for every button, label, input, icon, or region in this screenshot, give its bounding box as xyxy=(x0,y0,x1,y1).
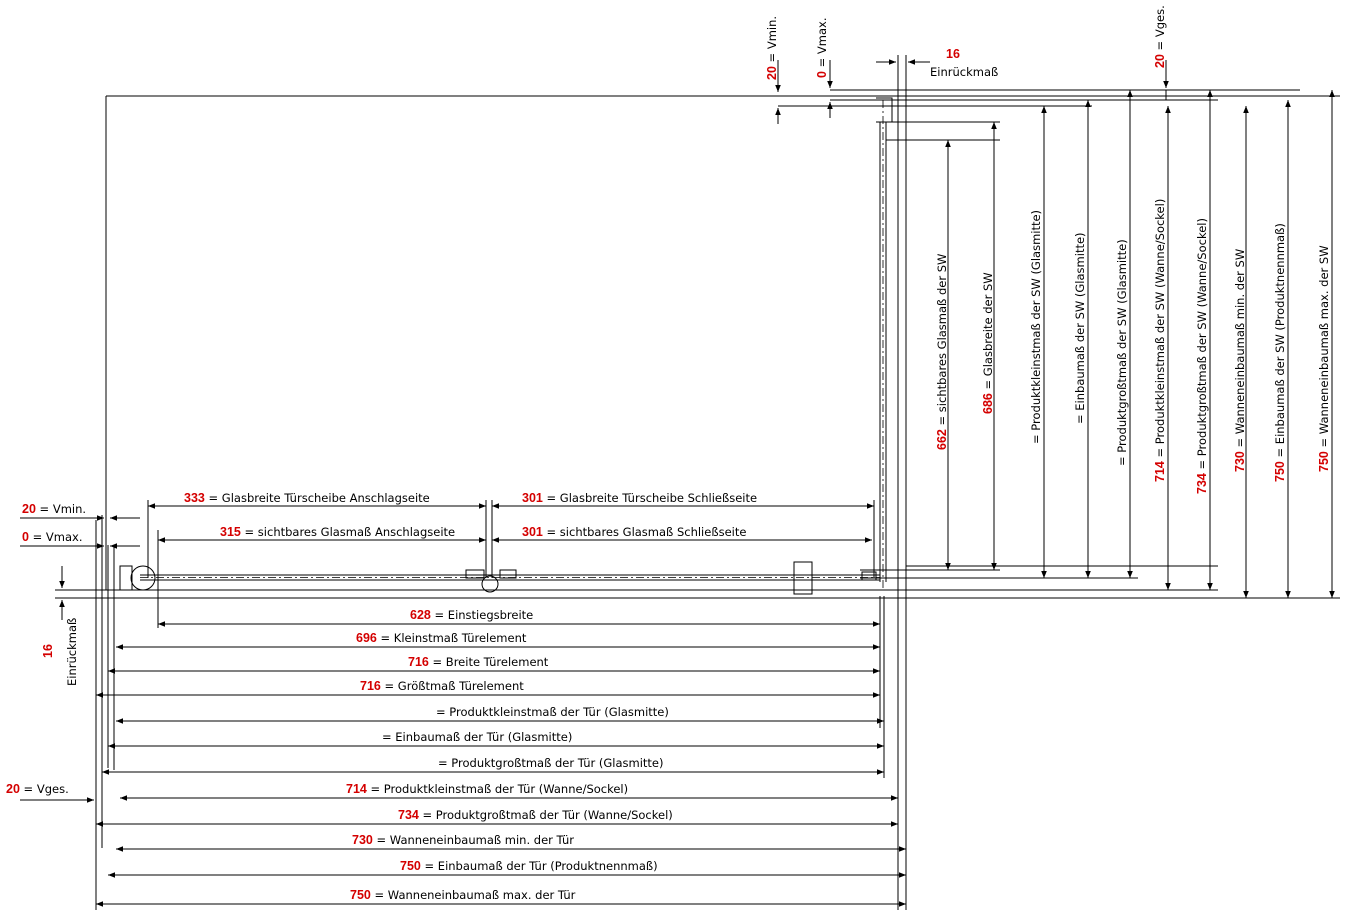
glass-dim-label xyxy=(184,491,430,505)
svg-text:20 = Vmin. xyxy=(765,16,779,80)
vertical-dim-label xyxy=(1029,210,1043,444)
svg-text:= Einbaumaß der SW (Glasmitte) xyxy=(1073,232,1087,424)
vertical-dim-text: = Produktgroßtmaß der SW (Glasmitte) xyxy=(1115,239,1129,466)
left-einrueck-value: 16 xyxy=(41,644,55,658)
vertical-dim-text: = Produktgroßtmaß der SW (Wanne/Sockel) xyxy=(1195,218,1209,474)
horizontal-dim-value: 716 xyxy=(360,679,381,693)
horizontal-dim-value: 750 xyxy=(350,888,371,902)
top-vges-label xyxy=(1153,5,1167,68)
horizontal-dim-text: = Produktkleinstmaß der Tür (Wanne/Sockel) xyxy=(366,782,629,796)
left-einrueck-text-group xyxy=(65,618,79,686)
vertical-dim-label xyxy=(935,254,949,450)
horizontal-dim-label xyxy=(398,808,673,822)
vertical-dim-label xyxy=(1073,232,1087,424)
door-glass-element xyxy=(120,500,880,594)
left-vmax-value: 0 xyxy=(22,530,29,544)
vertical-dim-label xyxy=(1153,199,1167,482)
glass-dim-text: = sichtbares Glasmaß Anschlagseite xyxy=(240,525,456,539)
vertical-dim-label xyxy=(1273,223,1287,482)
left-einrueck-value-group xyxy=(41,644,55,658)
glass-dim-label xyxy=(220,525,455,539)
vertical-dim-text: = Produktkleinstmaß der SW (Glasmitte) xyxy=(1029,209,1043,444)
top-vges-value: 20 xyxy=(1153,54,1167,68)
vertical-dim-label xyxy=(1195,218,1209,494)
svg-text:686 = Glasbreite der SW xyxy=(981,272,995,414)
horizontal-dim-value: 734 xyxy=(398,808,419,822)
horizontal-dim-label xyxy=(438,756,664,770)
vertical-dim-text: = Produktkleinstmaß der SW (Wanne/Sockel) xyxy=(1153,198,1167,462)
top-einrueck-text: Einrückmaß xyxy=(930,65,999,79)
left-vges-label xyxy=(6,782,69,796)
vertical-dim-value: 730 xyxy=(1233,451,1247,472)
horizontal-dim-text: = Produktgroßtmaß der Tür (Wanne/Sockel) xyxy=(418,808,673,822)
vertical-dim-value: 686 xyxy=(981,393,995,414)
svg-text:714 = Produktkleinstmaß der SW xyxy=(1153,199,1167,482)
vertical-dim-text: = Glasbreite der SW xyxy=(981,272,995,394)
left-vmin-label xyxy=(22,502,86,516)
vertical-dim-label xyxy=(981,272,995,414)
horizontal-dim-value: 730 xyxy=(352,833,373,847)
horizontal-dim-text: = Einbaumaß der Tür (Produktnennmaß) xyxy=(420,859,658,873)
horizontal-dim-text: = Wanneneinbaumaß max. der Tür xyxy=(370,888,576,902)
horizontal-dim-label xyxy=(350,888,576,902)
glass-dim-text: = Glasbreite Türscheibe Schließseite xyxy=(542,491,758,505)
svg-text:= Produktgroßtmaß der SW (Glas xyxy=(1115,239,1129,466)
svg-text:0 = Vmax. xyxy=(815,18,829,78)
left-einrueck-text: Einrückmaß xyxy=(65,617,79,686)
horizontal-dim-value: 628 xyxy=(410,608,431,622)
horizontal-dim-label xyxy=(352,833,574,847)
glass-dim-value: 301 xyxy=(522,491,543,505)
top-vmax-text: = Vmax. xyxy=(815,17,829,72)
vertical-dim-value: 662 xyxy=(935,429,949,450)
horizontal-dim-label xyxy=(408,655,549,669)
top-vmin-label xyxy=(765,16,779,80)
glass-dim-label xyxy=(522,491,757,505)
horizontal-dim-value: 696 xyxy=(356,631,377,645)
svg-text:750 = Wanneneinbaumaß max. der xyxy=(1317,245,1331,472)
svg-text:734 = Produktgroßtmaß der SW ( xyxy=(1195,218,1209,494)
left-vmax-text: = Vmax. xyxy=(28,530,83,544)
horizontal-dim-label xyxy=(356,631,527,645)
horizontal-dim-label xyxy=(382,730,572,744)
glass-dim-value: 315 xyxy=(220,525,241,539)
vertical-dim-value: 734 xyxy=(1195,473,1209,494)
left-vmin-text: = Vmin. xyxy=(35,502,87,516)
vertical-dim-text: = Einbaumaß der SW (Produktnennmaß) xyxy=(1273,223,1287,462)
top-vmax-value: 0 xyxy=(815,71,829,78)
glass-dim-value: 301 xyxy=(522,525,543,539)
horizontal-dim-text: = Breite Türelement xyxy=(428,655,549,669)
enclosure-outline xyxy=(55,55,1340,910)
left-vges-value: 20 xyxy=(6,782,20,796)
vertical-dim-label xyxy=(1115,239,1129,466)
horizontal-dim-label xyxy=(400,859,658,873)
top-vmin-text: = Vmin. xyxy=(765,15,779,67)
horizontal-dim-label xyxy=(436,705,669,719)
vertical-dim-text: = sichtbares Glasmaß der SW xyxy=(935,253,949,430)
horizontal-dim-text: = Einstiegsbreite xyxy=(430,608,534,622)
svg-text:662 = sichtbares Glasmaß der S xyxy=(935,254,949,450)
svg-text:= Produktkleinstmaß der SW (Gl xyxy=(1029,210,1043,444)
vertical-dim-value: 750 xyxy=(1317,451,1331,472)
horizontal-dim-text: = Produktgroßtmaß der Tür (Glasmitte) xyxy=(438,756,664,770)
hinge-icon xyxy=(131,566,155,590)
vertical-dim-text: = Wanneneinbaumaß min. der SW xyxy=(1233,248,1247,452)
top-einrueck-value: 16 xyxy=(946,47,960,61)
horizontal-dim-value: 714 xyxy=(346,782,367,796)
vertical-dim-value: 714 xyxy=(1153,461,1167,482)
horizontal-dim-label xyxy=(346,782,628,796)
left-vmin-value: 20 xyxy=(22,502,36,516)
glass-dim-text: = Glasbreite Türscheibe Anschlagseite xyxy=(204,491,430,505)
svg-text:730 = Wanneneinbaumaß min. der xyxy=(1233,249,1247,472)
horizontal-dim-value: 750 xyxy=(400,859,421,873)
vertical-dim-text: = Einbaumaß der SW (Glasmitte) xyxy=(1073,232,1087,424)
horizontal-dim-text: = Einbaumaß der Tür (Glasmitte) xyxy=(382,730,573,744)
vertical-dim-value: 750 xyxy=(1273,461,1287,482)
glass-dim-value: 333 xyxy=(184,491,205,505)
horizontal-dim-value: 716 xyxy=(408,655,429,669)
left-small-dims xyxy=(20,518,140,800)
horizontal-dim-label xyxy=(360,679,524,693)
glass-dim-text: = sichtbares Glasmaß Schließseite xyxy=(542,525,747,539)
svg-text:750 = Einbaumaß der SW (Produk xyxy=(1273,223,1287,482)
top-vmin-value: 20 xyxy=(765,66,779,80)
horizontal-dim-text: = Kleinstmaß Türelement xyxy=(376,631,527,645)
horizontal-dim-text: = Produktkleinstmaß der Tür (Glasmitte) xyxy=(436,705,669,719)
horizontal-dim-text: = Größtmaß Türelement xyxy=(380,679,524,693)
glass-dim-label xyxy=(522,525,746,539)
left-vges-text: = Vges. xyxy=(19,782,69,796)
vertical-dim-label xyxy=(1233,249,1247,472)
vertical-dim-text: = Wanneneinbaumaß max. der SW xyxy=(1317,245,1331,452)
svg-text:20 = Vges. xyxy=(1153,5,1167,68)
horizontal-dim-text: = Wanneneinbaumaß min. der Tür xyxy=(372,833,574,847)
horizontal-dim-label xyxy=(410,608,533,622)
vertical-dim-label xyxy=(1317,245,1331,472)
top-vmax-label xyxy=(815,18,829,78)
left-vmax-label xyxy=(22,530,82,544)
top-vges-text: = Vges. xyxy=(1153,5,1167,55)
